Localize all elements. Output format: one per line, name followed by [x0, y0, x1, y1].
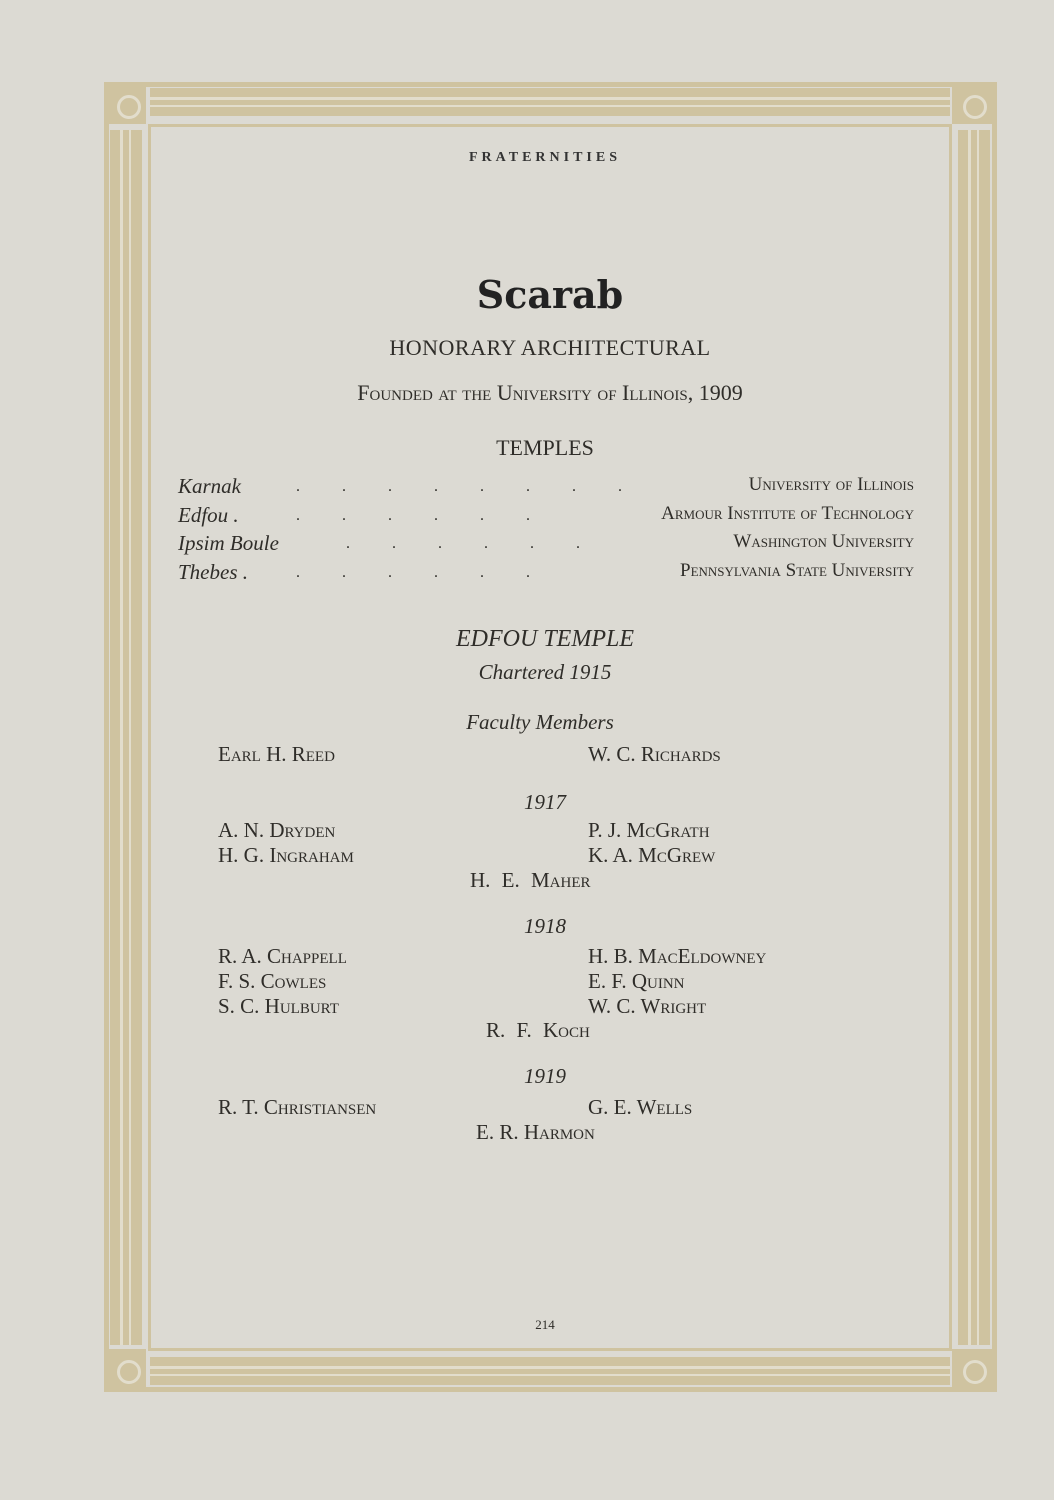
subtitle: HONORARY ARCHITECTURAL [389, 335, 711, 360]
leader-dots: . . . . . . [346, 535, 580, 552]
founding-line: Founded at the University of Illinois, 1909 [357, 380, 743, 405]
member-name: S. C. Hulburt [218, 994, 339, 1018]
border-band-top [150, 88, 950, 116]
class-year: 1917 [524, 790, 566, 814]
temple-name: Thebes . [178, 560, 248, 584]
page-number: 214 [535, 1317, 555, 1332]
temples-heading: TEMPLES [496, 435, 594, 460]
member-name: H. B. MacEldowney [588, 944, 767, 968]
corner-ornament-icon [106, 84, 146, 124]
temple-name: Ipsim Boule [178, 531, 279, 555]
border-band-right [958, 130, 990, 1345]
member-name: R. T. Christiansen [218, 1095, 377, 1119]
member-name: R. F. Koch [486, 1018, 590, 1042]
corner-ornament-icon [952, 84, 992, 124]
section-header: FRATERNITIES [469, 150, 621, 165]
temple-university: University of Illinois [748, 474, 914, 495]
temple-name: Edfou . [178, 503, 239, 527]
member-name: P. J. McGrath [588, 818, 710, 842]
member-name: G. E. Wells [588, 1095, 693, 1119]
member-name: A. N. Dryden [218, 818, 336, 842]
faculty-label: Faculty Members [466, 710, 614, 734]
temple-university: Armour Institute of Technology [661, 503, 914, 524]
member-name: R. A. Chappell [218, 944, 347, 968]
member-name: W. C. Wright [588, 994, 707, 1018]
corner-ornament-icon [106, 1349, 146, 1389]
class-year: 1918 [524, 914, 566, 938]
member-name: H. G. Ingraham [218, 843, 354, 867]
page-title: Scarab [476, 272, 624, 317]
class-year: 1919 [524, 1064, 566, 1088]
chartered-line: Chartered 1915 [478, 660, 612, 684]
member-name: F. S. Cowles [218, 969, 327, 993]
member-name: E. R. Harmon [476, 1120, 595, 1144]
member-name: K. A. McGrew [588, 843, 716, 867]
temple-university: Pennsylvania State University [680, 560, 914, 581]
member-name: E. F. Quinn [588, 969, 685, 993]
border-band-left [110, 130, 142, 1345]
member-name: Earl H. Reed [218, 742, 335, 766]
member-name: H. E. Maher [470, 868, 591, 892]
border-band-bottom [150, 1357, 950, 1385]
temple-name: Karnak [178, 474, 241, 498]
leader-dots: . . . . . . . . [296, 478, 622, 495]
temple-university: Washington University [733, 531, 914, 552]
leader-dots: . . . . . . [296, 564, 530, 581]
leader-dots: . . . . . . [296, 507, 530, 524]
corner-ornament-icon [952, 1349, 992, 1389]
member-name: W. C. Richards [588, 742, 721, 766]
chapter-name: EDFOU TEMPLE [456, 626, 634, 652]
